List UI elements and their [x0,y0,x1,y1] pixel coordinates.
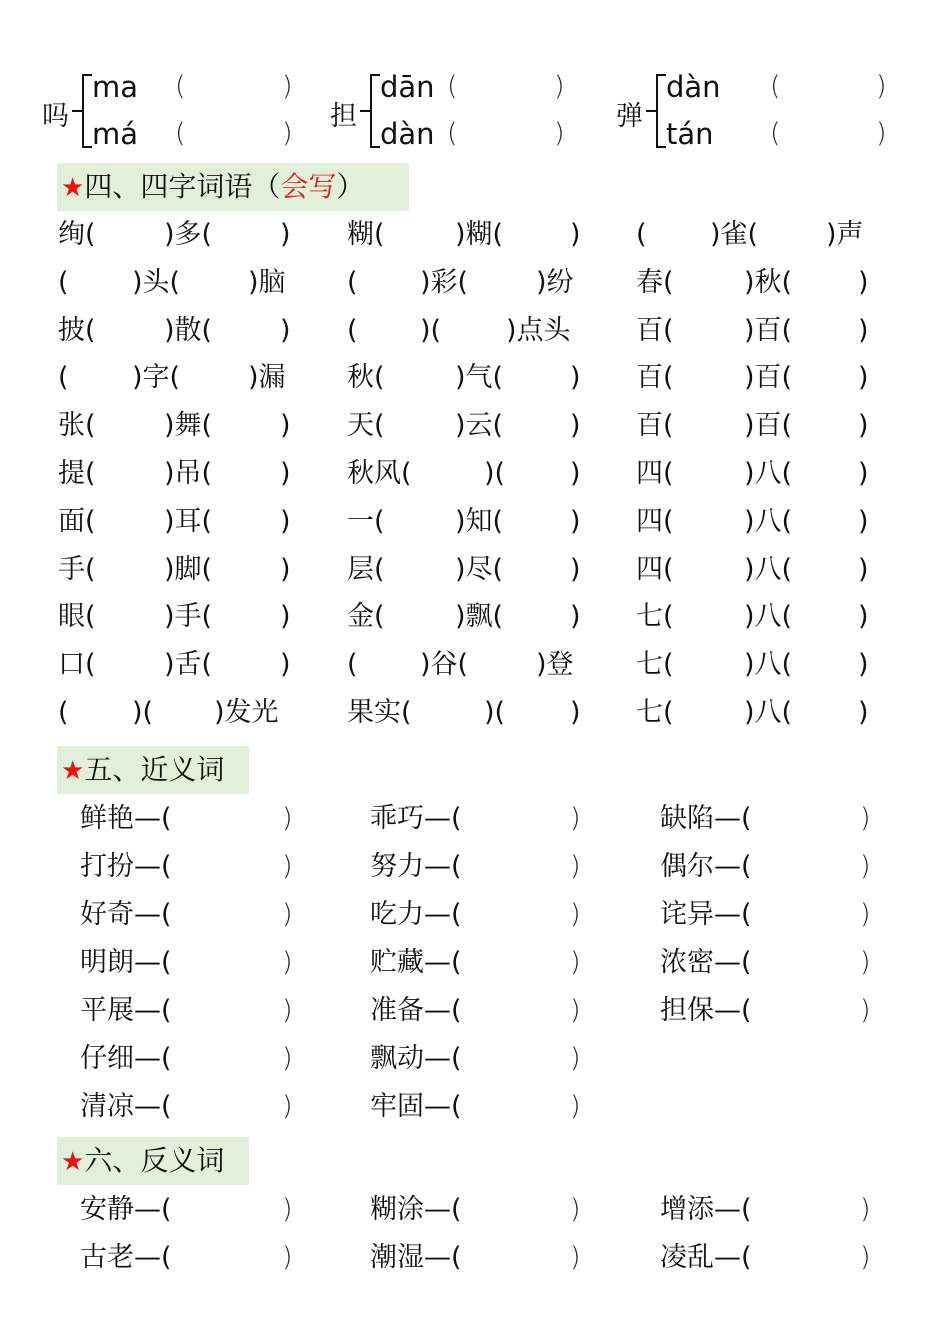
answer-close-paren[interactable]: ) [570,899,581,930]
pinyin-reading: ma [92,70,139,104]
word-prompt: 飘动—( [370,1043,462,1074]
idiom-segment: ) [280,314,291,346]
idiom-segment: 果实( [347,697,412,728]
answer-close-paren[interactable]: ) [860,947,871,978]
idiom-segment: )( [484,458,506,489]
brace-tick [360,110,372,112]
idiom-segment: ( [636,219,647,250]
idiom-segment: )八( [744,697,793,728]
idiom-segment: 百( [636,410,674,442]
idiom-segment: )八( [744,458,793,489]
word-prompt: 牢固—( [370,1091,462,1122]
answer-close-paren[interactable]: ) [282,1043,293,1074]
section-title: 四、四字词语（ [84,170,281,203]
idiom-segment: ) [858,601,869,633]
idiom-segment: ) [858,697,869,728]
idiom-segment: 七( [636,697,674,728]
pinyin-reading: dàn [666,70,721,104]
word-prompt: 打扮—( [80,851,172,882]
word-prompt: 吃力—( [370,899,462,930]
section-title: 五、近义词 [84,753,225,786]
idiom-segment: ) [858,362,869,394]
idiom-segment: )字( [132,362,181,394]
answer-close-paren[interactable]: ) [570,851,581,882]
idiom-segment: )八( [744,505,793,537]
idiom-segment: )( [420,314,442,346]
idiom-segment: )登 [536,649,574,681]
idiom-segment: )头( [132,266,181,298]
idiom-segment: 眼( [58,601,96,633]
idiom-segment: 口( [58,649,96,681]
idiom-segment: ( [347,649,358,681]
answer-close-paren[interactable]: ) [554,118,565,149]
answer-open-paren[interactable]: ( [175,118,186,149]
polyphone-char: 弹 [616,101,643,132]
idiom-segment: )手( [164,601,213,633]
answer-close-paren[interactable]: ) [570,1091,581,1122]
idiom-segment: 四( [636,505,674,537]
answer-close-paren[interactable]: ) [282,71,293,102]
idiom-segment: ) [858,553,869,585]
word-prompt: 明朗—( [80,947,172,978]
idiom-segment: 七( [636,649,674,681]
answer-close-paren[interactable]: ) [860,995,871,1026]
idiom-segment: )( [484,697,506,728]
word-prompt: 乖巧—( [370,803,462,834]
word-prompt: 浓密—( [660,947,752,978]
idiom-segment: ) [280,553,291,585]
star-icon: ★ [61,756,85,786]
idiom-segment: )百( [744,314,793,346]
brace-tick [646,110,658,112]
section-title-close: ） [336,170,365,203]
polyphone-char: 吗 [42,101,69,132]
answer-close-paren[interactable]: ) [282,995,293,1026]
idiom-segment: )知( [455,505,504,537]
word-prompt: 努力—( [370,851,462,882]
idiom-segment: ) [570,553,581,585]
answer-close-paren[interactable]: ) [282,1242,293,1273]
idiom-segment: )谷( [420,649,469,681]
brace-tick [72,110,84,112]
idiom-segment: ) [280,649,291,681]
idiom-segment: )八( [744,553,793,585]
answer-close-paren[interactable]: ) [282,1194,293,1225]
word-prompt: 偶尔—( [660,851,752,882]
answer-close-paren[interactable]: ) [570,1043,581,1074]
idiom-segment: 天( [347,410,385,442]
answer-close-paren[interactable]: ) [876,71,887,102]
idiom-segment: )八( [744,649,793,681]
idiom-segment: )尽( [455,553,504,585]
answer-open-paren[interactable]: ( [770,71,781,102]
section-heading [61,748,224,793]
idiom-segment: )舞( [164,410,213,442]
idiom-segment: 绚( [58,219,96,250]
answer-close-paren[interactable]: ) [282,899,293,930]
idiom-segment: ) [858,314,869,346]
idiom-segment: 层( [347,553,385,585]
idiom-segment: )气( [455,362,504,394]
answer-close-paren[interactable]: ) [860,899,871,930]
idiom-segment: 张( [58,410,96,442]
idiom-segment: 一( [347,505,385,537]
idiom-segment: ) [570,219,581,250]
answer-open-paren[interactable]: ( [770,118,781,149]
answer-close-paren[interactable]: ) [860,803,871,834]
section-title: 六、反义词 [84,1144,225,1177]
idiom-segment: )发光 [214,697,279,728]
idiom-segment: 秋( [347,362,385,394]
idiom-segment: )百( [744,362,793,394]
idiom-segment: ) [570,362,581,394]
idiom-segment: )耳( [164,505,213,537]
word-prompt: 清凉—( [80,1091,172,1122]
word-prompt: 好奇—( [80,899,172,930]
idiom-segment: ) [280,219,291,250]
word-prompt: 安静—( [80,1194,172,1225]
word-prompt: 增添—( [660,1194,752,1225]
idiom-segment: ( [347,314,358,346]
idiom-segment: )( [132,697,154,728]
answer-close-paren[interactable]: ) [570,1242,581,1273]
answer-close-paren[interactable]: ) [282,1091,293,1122]
idiom-segment: ( [347,266,358,298]
idiom-segment: 面( [58,505,96,537]
idiom-segment: )漏 [248,362,286,394]
idiom-segment: )散( [164,314,213,346]
idiom-segment: )脚( [164,553,213,585]
pinyin-reading: dàn [380,117,435,151]
idiom-segment: )彩( [420,266,469,298]
idiom-segment: 百( [636,314,674,346]
section-heading [61,165,364,210]
idiom-segment: ( [58,362,69,394]
section-heading [61,1139,224,1184]
idiom-segment: 七( [636,601,674,633]
idiom-segment: 披( [58,314,96,346]
idiom-segment: 四( [636,553,674,585]
idiom-segment: ) [858,505,869,537]
answer-close-paren[interactable]: ) [876,118,887,149]
idiom-segment: )脑 [248,266,286,298]
answer-close-paren[interactable]: ) [282,803,293,834]
idiom-segment: ( [58,697,69,728]
word-prompt: 凌乱—( [660,1242,752,1273]
idiom-segment: )糊( [455,219,504,250]
idiom-segment: ) [858,649,869,681]
answer-close-paren[interactable]: ) [554,71,565,102]
word-prompt: 担保—( [660,995,752,1026]
idiom-segment: )舌( [164,649,213,681]
word-prompt: 仔细—( [80,1043,172,1074]
word-prompt: 糊涂—( [370,1194,462,1225]
pinyin-reading: tán [666,117,714,151]
answer-close-paren[interactable]: ) [860,1194,871,1225]
answer-close-paren[interactable]: ) [282,851,293,882]
idiom-segment: 百( [636,362,674,394]
idiom-segment: 春( [636,266,674,298]
idiom-segment: 提( [58,458,96,489]
idiom-segment: ) [280,505,291,537]
idiom-segment: ) [280,458,291,489]
answer-close-paren[interactable]: ) [570,947,581,978]
idiom-segment: ) [280,601,291,633]
answer-open-paren[interactable]: ( [175,71,186,102]
star-icon: ★ [61,173,85,203]
answer-close-paren[interactable]: ) [860,851,871,882]
idiom-segment: ) [280,410,291,442]
idiom-segment: )百( [744,410,793,442]
idiom-segment: )点头 [506,314,571,346]
idiom-segment: 金( [347,601,385,633]
idiom-segment: )吊( [164,458,213,489]
idiom-segment: ) [858,410,869,442]
star-icon: ★ [61,1147,85,1177]
idiom-segment: ) [570,458,581,489]
idiom-segment: ) [858,266,869,298]
pinyin-reading: má [92,117,139,151]
idiom-segment: ) [570,505,581,537]
idiom-segment: 手( [58,553,96,585]
answer-close-paren[interactable]: ) [282,118,293,149]
idiom-segment: )八( [744,601,793,633]
word-prompt: 古老—( [80,1242,172,1273]
idiom-segment: )纷 [536,266,574,298]
idiom-segment: 糊( [347,219,385,250]
idiom-segment: ) [570,410,581,442]
word-prompt: 缺陷—( [660,803,752,834]
section-highlight: 会写 [280,170,337,203]
answer-close-paren[interactable]: ) [570,1194,581,1225]
pinyin-reading: dān [380,70,435,104]
idiom-segment: ) [858,458,869,489]
idiom-segment: )声 [826,219,864,250]
word-prompt: 鲜艳—( [80,803,172,834]
answer-close-paren[interactable]: ) [282,947,293,978]
idiom-segment: ) [570,697,581,728]
idiom-segment: )云( [455,410,504,442]
answer-close-paren[interactable]: ) [570,995,581,1026]
word-prompt: 诧异—( [660,899,752,930]
idiom-segment: 秋风( [347,458,412,489]
idiom-segment: )飘( [455,601,504,633]
word-prompt: 准备—( [370,995,462,1026]
idiom-segment: ( [58,266,69,298]
answer-open-paren[interactable]: ( [447,118,458,149]
idiom-segment: )秋( [744,266,793,298]
polyphone-char: 担 [330,101,357,132]
idiom-segment: 四( [636,458,674,489]
idiom-segment: )多( [164,219,213,250]
word-prompt: 潮湿—( [370,1242,462,1273]
answer-close-paren[interactable]: ) [860,1242,871,1273]
answer-open-paren[interactable]: ( [447,71,458,102]
word-prompt: 贮藏—( [370,947,462,978]
idiom-segment: ) [570,601,581,633]
word-prompt: 平展—( [80,995,172,1026]
answer-close-paren[interactable]: ) [570,803,581,834]
idiom-segment: )雀( [710,219,759,250]
